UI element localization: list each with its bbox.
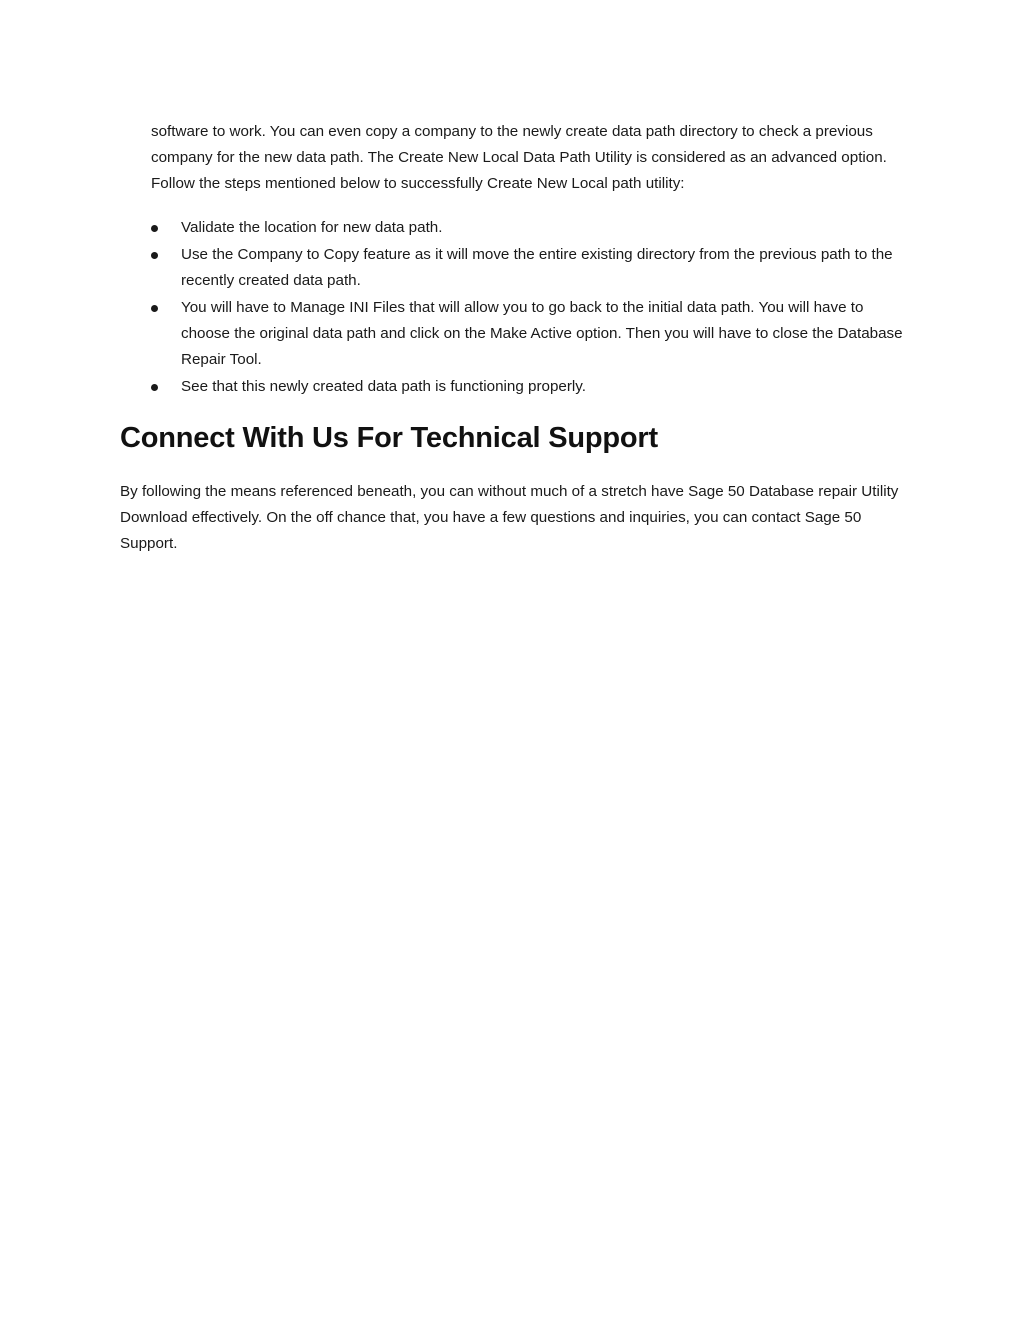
list-item <box>151 242 911 294</box>
section-heading: Connect With Us For Technical Support <box>120 422 658 454</box>
list-item <box>151 295 911 373</box>
intro-paragraph: software to work. You can even copy a company to the newly create data path directory to check a previous company for the new data path. The Create New Local Data Path Utility is considered as an advanced option. Follow the steps mentioned below to successfully Create New Local path utility: <box>151 123 887 192</box>
steps-list <box>151 215 911 401</box>
list-item <box>151 215 911 241</box>
bullet-icon <box>151 384 158 391</box>
step-text: You will have to Manage INI Files that will allow you to go back to the initial data path. You will have to choose the original data path and click on the Make Active option. Then you will have to close the Database Repair Tool. <box>181 299 903 368</box>
bullet-icon <box>151 305 158 312</box>
step-text: Validate the location for new data path. <box>181 219 443 236</box>
step-text: See that this newly created data path is functioning properly. <box>181 378 586 395</box>
bullet-icon <box>151 252 158 259</box>
closing-paragraph: By following the means referenced beneath, you can without much of a stretch have Sage 50 Database repair Utility Download effectively. On the off chance that, you have a few questions and inquiries, you can contact Sage 50 Support. <box>120 483 899 552</box>
list-item <box>151 374 911 400</box>
bullet-icon <box>151 225 158 232</box>
step-text: Use the Company to Copy feature as it will move the entire existing directory from the previous path to the recently created data path. <box>181 246 893 289</box>
